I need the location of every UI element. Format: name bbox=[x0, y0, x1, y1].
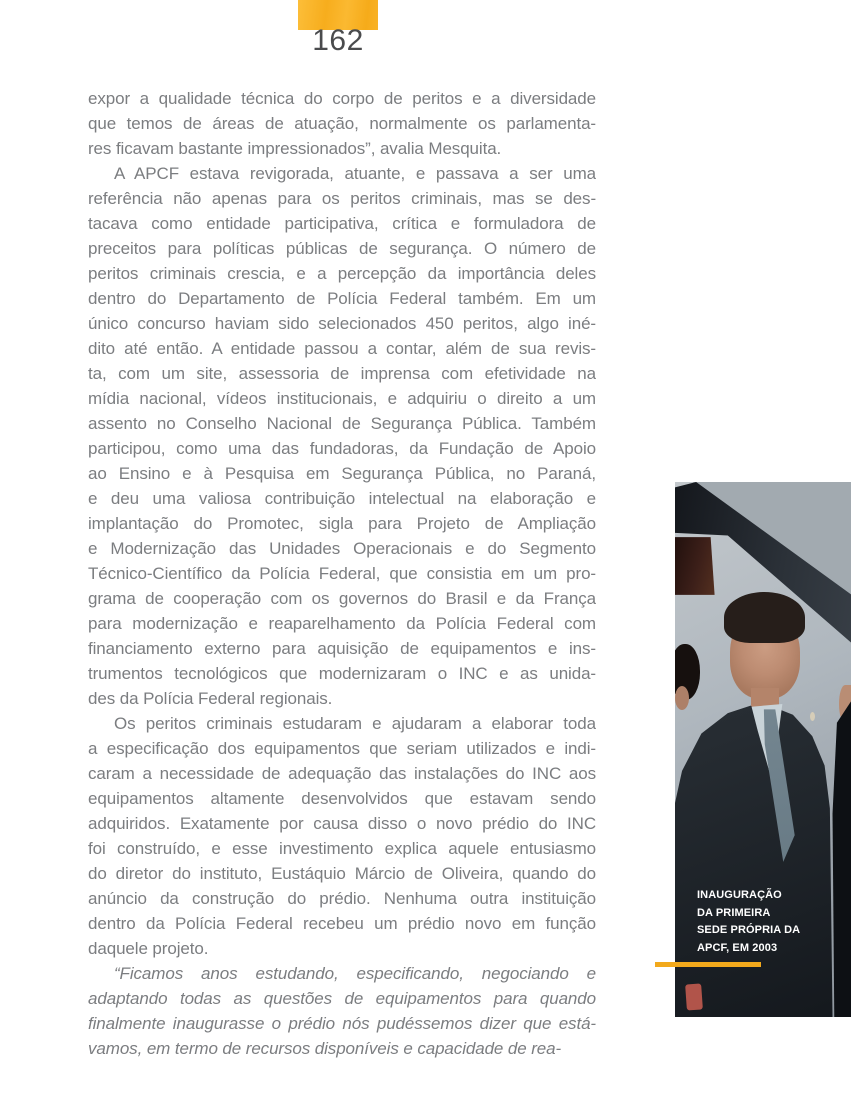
text-line: referência não apenas para os peritos criminais, mas se des- bbox=[88, 189, 596, 208]
text-line: Os peritos criminais estudaram e ajudaram a elaborar toda bbox=[114, 714, 596, 733]
text-line: ao Ensino e à Pesquisa em Segurança Pública, no Paraná, bbox=[88, 464, 596, 483]
text-line: dentro da Polícia Federal recebeu um prédio novo em função bbox=[88, 914, 596, 933]
caption-line: APCF, EM 2003 bbox=[697, 942, 778, 955]
text-line: para modernização e reaparelhamento da Polícia Federal com bbox=[88, 614, 596, 633]
text-line: caram a necessidade de adequação das instalações do INC aos bbox=[88, 764, 596, 783]
text-line: tacava como entidade participativa, crítica e formuladora de bbox=[88, 214, 596, 233]
text-line: do diretor do instituto, Eustáquio Márcio de Oliveira, quando do bbox=[88, 864, 596, 883]
text-line: Técnico-Científico da Polícia Federal, que consistia em um pro- bbox=[88, 564, 596, 583]
inauguration-photo bbox=[675, 482, 851, 1017]
caption-line: INAUGURAÇÃO bbox=[697, 889, 782, 901]
text-line: e deu uma valiosa contribuição intelectual na elaboração e bbox=[88, 489, 596, 508]
text-line: implantação do Promotec, sigla para Projeto de Ampliação bbox=[88, 514, 596, 533]
paragraph bbox=[88, 711, 596, 961]
paragraph bbox=[88, 86, 596, 161]
text-line: ta, com um site, assessoria de imprensa com efetividade na bbox=[88, 364, 596, 383]
text-line: dentro do Departamento de Polícia Federal também. Em um bbox=[88, 289, 596, 308]
text-line: único concurso haviam sido selecionados 450 peritos, algo iné- bbox=[88, 314, 596, 333]
text-line: preceitos para políticas públicas de segurança. O número de bbox=[88, 239, 596, 258]
text-line: anúncio da construção do prédio. Nenhuma outra instituição bbox=[88, 889, 596, 908]
text-line: participou, como uma das fundadoras, da Fundação de Apoio bbox=[88, 439, 596, 458]
caption-line: DA PRIMEIRA bbox=[697, 906, 771, 919]
photo-red-object bbox=[686, 983, 704, 1010]
text-line: trumentos tecnológicos que modernizaram o INC e as unida- bbox=[88, 664, 596, 683]
text-line: equipamentos altamente desenvolvidos que estavam sendo bbox=[88, 789, 596, 808]
text-line: assento no Conselho Nacional de Segurança Pública. Também bbox=[88, 414, 596, 433]
body-text bbox=[88, 86, 596, 1061]
text-line: foi construído, e esse investimento explica aquele entusiasmo bbox=[88, 839, 596, 858]
text-line: expor a qualidade técnica do corpo de peritos e a diversidade bbox=[88, 89, 596, 108]
text-line: daquele projeto. bbox=[88, 939, 209, 958]
text-line: e Modernização das Unidades Operacionais e do Segmento bbox=[88, 539, 596, 558]
paragraph bbox=[88, 961, 596, 1061]
text-line: des da Polícia Federal regionais. bbox=[88, 689, 333, 708]
paragraph bbox=[88, 161, 596, 711]
text-line: mídia nacional, vídeos institucionais, e adquiriu o direito a um bbox=[88, 389, 596, 408]
text-line: financiamento externo para aquisição de equipamentos e ins- bbox=[88, 639, 596, 658]
text-line: peritos criminais crescia, e a percepção da importância deles bbox=[88, 264, 596, 283]
text-line: vamos, em termo de recursos disponíveis e capacidade de rea- bbox=[88, 1039, 562, 1058]
caption-line: SEDE PRÓPRIA DA bbox=[697, 924, 801, 937]
text-line: finalmente inaugurasse o prédio nós pudéssemos dizer que está- bbox=[88, 1014, 596, 1033]
text-line: a especificação dos equipamentos que seriam utilizados e indi- bbox=[88, 739, 596, 758]
text-line: adaptando todas as questões de equipamentos para quando bbox=[88, 989, 596, 1008]
text-line: A APCF estava revigorada, atuante, e passava a ser uma bbox=[114, 164, 596, 183]
text-line: “Ficamos anos estudando, especificando, negociando e bbox=[114, 964, 596, 983]
page-number: 162 bbox=[312, 24, 364, 57]
text-line: grama de cooperação com os governos do Brasil e da França bbox=[88, 589, 596, 608]
text-line: adquiridos. Exatamente por causa disso o novo prédio do INC bbox=[88, 814, 596, 833]
photo-caption bbox=[697, 887, 817, 958]
photo-door bbox=[675, 537, 715, 595]
photo-lapel-pin bbox=[810, 712, 815, 721]
text-line: res ficavam bastante impressionados”, avalia Mesquita. bbox=[88, 139, 502, 158]
photo-man-hair bbox=[724, 592, 805, 643]
caption-underline bbox=[655, 962, 761, 967]
text-line: que temos de áreas de atuação, normalmente os parlamenta- bbox=[88, 114, 596, 133]
text-line: dito até então. A entidade passou a contar, além de sua revis- bbox=[88, 339, 596, 358]
